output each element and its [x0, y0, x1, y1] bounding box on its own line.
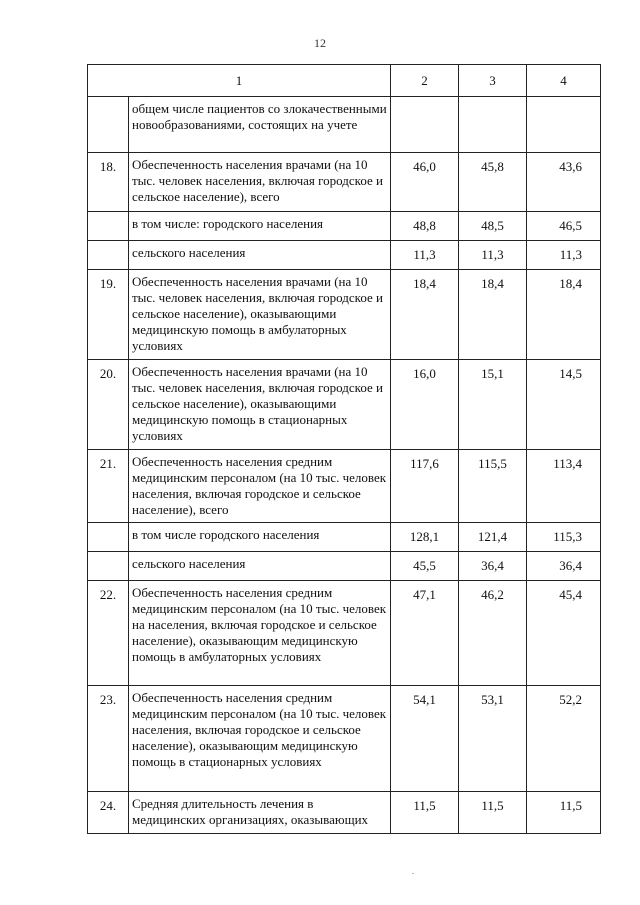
value-col-3: 15,1	[459, 360, 527, 450]
value-col-3: 121,4	[459, 523, 527, 552]
table-row	[88, 686, 601, 792]
value-col-2: 46,0	[391, 153, 459, 212]
value-col-2: 128,1	[391, 523, 459, 552]
value-col-3: 11,5	[459, 792, 527, 834]
indicator-name: в том числе: городского населения	[129, 212, 391, 241]
header-col-1: 1	[88, 65, 391, 97]
value-col-4: 43,6	[527, 153, 601, 212]
table-row	[88, 97, 601, 153]
value-col-4: 18,4	[527, 270, 601, 360]
value-col-4: 46,5	[527, 212, 601, 241]
value-col-4: 45,4	[527, 581, 601, 686]
value-col-3: 48,5	[459, 212, 527, 241]
row-number	[88, 212, 129, 241]
value-col-3: 53,1	[459, 686, 527, 792]
value-col-3: 45,8	[459, 153, 527, 212]
indicator-name: Обеспеченность населения врачами (на 10 тыс. человек населения, включая городское и сельское население), оказывающими медицинскую помощь в стационарных условиях	[129, 360, 391, 450]
value-col-4: 113,4	[527, 450, 601, 523]
value-col-2	[391, 97, 459, 153]
row-number	[88, 97, 129, 153]
value-col-4: 115,3	[527, 523, 601, 552]
indicator-name: Обеспеченность населения средним медицинским персоналом (на 10 тыс. человек на населения, включая городское и сельское население), оказывающим медицинскую помощь в амбулаторных условиях	[129, 581, 391, 686]
value-col-4	[527, 97, 601, 153]
indicator-name: Обеспеченность населения врачами (на 10 тыс. человек населения, включая городское и сельское население), всего	[129, 153, 391, 212]
value-col-3	[459, 97, 527, 153]
row-number	[88, 241, 129, 270]
value-col-2: 45,5	[391, 552, 459, 581]
indicator-name: сельского населения	[129, 241, 391, 270]
value-col-2: 16,0	[391, 360, 459, 450]
table-row	[88, 792, 601, 834]
table-row	[88, 153, 601, 212]
indicator-name: Обеспеченность населения средним медицинским персоналом (на 10 тыс. человек населения, включая городское и сельское население), всего	[129, 450, 391, 523]
row-number	[88, 523, 129, 552]
table-row	[88, 552, 601, 581]
table-row	[88, 360, 601, 450]
row-number: 19.	[88, 270, 129, 360]
value-col-4: 11,3	[527, 241, 601, 270]
table-row	[88, 241, 601, 270]
value-col-4: 36,4	[527, 552, 601, 581]
value-col-4: 14,5	[527, 360, 601, 450]
row-number: 18.	[88, 153, 129, 212]
value-col-4: 52,2	[527, 686, 601, 792]
table-row	[88, 450, 601, 523]
value-col-3: 18,4	[459, 270, 527, 360]
table-row	[88, 212, 601, 241]
header-col-4: 4	[527, 65, 601, 97]
indicator-name: в том числе городского населения	[129, 523, 391, 552]
row-number: 21.	[88, 450, 129, 523]
row-number: 22.	[88, 581, 129, 686]
row-number: 20.	[88, 360, 129, 450]
value-col-4: 11,5	[527, 792, 601, 834]
indicator-name: Обеспеченность населения врачами (на 10 тыс. человек населения, включая городское и сельское население), оказывающими медицинскую помощь в амбулаторных условиях	[129, 270, 391, 360]
row-number: 24.	[88, 792, 129, 834]
value-col-2: 117,6	[391, 450, 459, 523]
table-row	[88, 270, 601, 360]
value-col-3: 11,3	[459, 241, 527, 270]
table-row	[88, 581, 601, 686]
table-row	[88, 523, 601, 552]
row-number	[88, 552, 129, 581]
scan-speck	[412, 873, 414, 874]
indicator-name: сельского населения	[129, 552, 391, 581]
table-header-row	[88, 65, 601, 97]
value-col-3: 36,4	[459, 552, 527, 581]
value-col-2: 18,4	[391, 270, 459, 360]
header-col-2: 2	[391, 65, 459, 97]
value-col-2: 54,1	[391, 686, 459, 792]
value-col-2: 11,5	[391, 792, 459, 834]
indicator-name: общем числе пациентов со злокачественными новообразованиями, состоящих на учете	[129, 97, 391, 153]
value-col-2: 48,8	[391, 212, 459, 241]
page-number: 12	[314, 36, 326, 50]
row-number: 23.	[88, 686, 129, 792]
value-col-2: 47,1	[391, 581, 459, 686]
value-col-3: 46,2	[459, 581, 527, 686]
value-col-3: 115,5	[459, 450, 527, 523]
header-col-3: 3	[459, 65, 527, 97]
indicator-name: Средняя длительность лечения в медицинских организациях, оказывающих	[129, 792, 391, 834]
value-col-2: 11,3	[391, 241, 459, 270]
indicator-name: Обеспеченность населения средним медицинским персоналом (на 10 тыс. человек населения, включая городское и сельское население), оказывающим медицинскую помощь в стационарных условиях	[129, 686, 391, 792]
indicators-table	[87, 64, 601, 834]
